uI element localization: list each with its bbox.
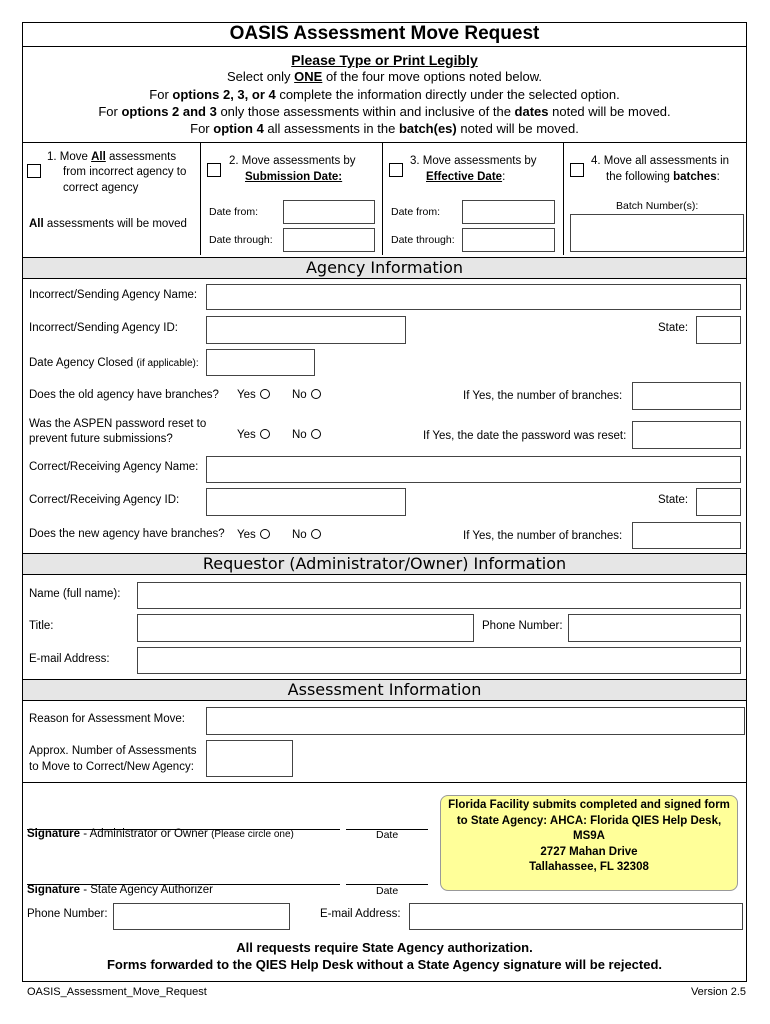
instruction-4: For option 4 all assessments in the batch(es) noted will be moved. [190, 121, 579, 136]
option-4-label: 4. Move all assessments in [591, 155, 730, 167]
date-closed-field[interactable] [206, 349, 315, 376]
reason-field[interactable] [206, 707, 745, 735]
divider [563, 143, 564, 255]
incorrect-id-field[interactable] [206, 316, 406, 344]
opt2-date-from-label: Date from: [209, 206, 259, 218]
new-branches-yes[interactable]: Yes [237, 529, 270, 541]
state-label: State: [658, 322, 689, 334]
florida-line-1: Florida Facility submits completed and signed form [448, 799, 730, 811]
assessment-section-header: Assessment Information [23, 679, 746, 701]
aspen-label-2: prevent future submissions? [29, 433, 173, 445]
option-2-sub: Submission Date: [245, 171, 343, 183]
old-branches-yes[interactable]: Yes [237, 389, 270, 401]
instruction-3: For options 2 and 3 only those assessments within and inclusive of the dates noted will be moved. [98, 104, 671, 119]
sig-email-label: E-mail Address: [320, 908, 401, 920]
divider [200, 143, 201, 255]
instruction-2: For options 2, 3, or 4 complete the information directly under the selected option. [149, 87, 620, 102]
instruction-1: Select only ONE of the four move options noted below. [226, 69, 543, 84]
option-4-sub: the following batches: [606, 171, 720, 183]
req-name-label: Name (full name): [29, 588, 121, 600]
batch-numbers-field[interactable] [570, 214, 744, 252]
florida-line-2: to State Agency: AHCA: Florida QIES Help Desk, [456, 814, 722, 827]
pw-reset-date-field[interactable] [632, 421, 741, 449]
option-1-checkbox[interactable] [27, 164, 41, 178]
admin-date-label: Date [376, 829, 399, 841]
option-2-checkbox[interactable] [207, 163, 221, 177]
option-1-note: All assessments will be moved [29, 218, 187, 230]
req-title-label: Title: [29, 620, 54, 632]
date-closed-label: Date Agency Closed (if applicable): [29, 357, 199, 369]
version-label: Version 2.5 [690, 986, 746, 998]
state-label: State: [658, 494, 689, 506]
req-email-field[interactable] [137, 647, 741, 674]
florida-line-5: Tallahassee, FL 32308 [529, 861, 649, 873]
florida-submission-note [440, 795, 738, 891]
radio-icon[interactable] [311, 389, 321, 399]
radio-icon[interactable] [260, 429, 270, 439]
authorization-note: All requests require State Agency authorization. [236, 940, 533, 955]
divider [23, 782, 746, 783]
requestor-section-header: Requestor (Administrator/Owner) Information [23, 553, 746, 575]
option-1-line2: from incorrect agency to [63, 166, 187, 178]
option-3-checkbox[interactable] [389, 163, 403, 177]
divider [23, 142, 746, 143]
florida-line-3: MS9A [573, 830, 605, 842]
aspen-yes[interactable]: Yes [237, 429, 270, 441]
sig-phone-field[interactable] [113, 903, 290, 930]
opt2-date-through-field[interactable] [283, 228, 375, 252]
new-num-branches-label: If Yes, the number of branches: [463, 530, 623, 542]
aspen-label-1: Was the ASPEN password reset to [29, 418, 207, 430]
opt3-date-from-label: Date from: [391, 206, 441, 218]
batch-numbers-label: Batch Number(s): [616, 200, 699, 212]
approx-label-2: to Move to Correct/New Agency: [29, 761, 194, 773]
incorrect-state-field[interactable] [696, 316, 741, 344]
legibly-note: Please Type or Print Legibly [291, 52, 478, 68]
incorrect-id-label: Incorrect/Sending Agency ID: [29, 322, 178, 334]
sig-email-field[interactable] [409, 903, 743, 930]
florida-line-4: 2727 Mahan Drive [540, 845, 638, 858]
req-title-field[interactable] [137, 614, 474, 642]
option-1-line3: correct agency [63, 182, 139, 194]
opt3-date-through-field[interactable] [462, 228, 555, 252]
new-num-branches-field[interactable] [632, 522, 741, 549]
reason-label: Reason for Assessment Move: [29, 713, 185, 725]
radio-icon[interactable] [260, 389, 270, 399]
pw-reset-date-label: If Yes, the date the password was reset: [423, 430, 627, 442]
rejection-note: Forms forwarded to the QIES Help Desk without a State Agency signature will be rejected. [106, 957, 663, 972]
radio-icon[interactable] [311, 429, 321, 439]
opt2-date-through-label: Date through: [209, 234, 273, 246]
old-branches-label: Does the old agency have branches? [29, 389, 219, 401]
correct-name-field[interactable] [206, 456, 741, 483]
admin-signature-label: Signature - Administrator or Owner (Please circle one) [27, 828, 294, 840]
incorrect-name-label: Incorrect/Sending Agency Name: [29, 289, 198, 301]
req-phone-label: Phone Number: [482, 620, 563, 632]
new-branches-no[interactable]: No [292, 529, 321, 541]
option-1-label: 1. Move All assessments [47, 151, 177, 163]
correct-state-field[interactable] [696, 488, 741, 516]
opt3-date-through-label: Date through: [391, 234, 455, 246]
aspen-no[interactable]: No [292, 429, 321, 441]
old-num-branches-field[interactable] [632, 382, 741, 410]
state-signature-label: Signature - State Agency Authorizer [27, 884, 214, 896]
req-email-label: E-mail Address: [29, 653, 110, 665]
divider [382, 143, 383, 255]
radio-icon[interactable] [260, 529, 270, 539]
req-name-field[interactable] [137, 582, 741, 609]
correct-id-label: Correct/Receiving Agency ID: [29, 494, 180, 506]
approx-number-field[interactable] [206, 740, 293, 777]
correct-name-label: Correct/Receiving Agency Name: [29, 461, 199, 473]
document-name: OASIS_Assessment_Move_Request [27, 986, 207, 998]
approx-label-1: Approx. Number of Assessments [29, 745, 197, 757]
state-date-label: Date [376, 885, 399, 897]
option-3-label: 3. Move assessments by [410, 155, 537, 167]
radio-icon[interactable] [311, 529, 321, 539]
option-3-sub: Effective Date: [426, 171, 506, 183]
opt3-date-from-field[interactable] [462, 200, 555, 224]
form-title: OASIS Assessment Move Request [229, 23, 540, 44]
divider [23, 46, 746, 47]
sig-phone-label: Phone Number: [27, 908, 108, 920]
old-num-branches-label: If Yes, the number of branches: [463, 390, 623, 402]
opt2-date-from-field[interactable] [283, 200, 375, 224]
option-2-label: 2. Move assessments by [229, 155, 356, 167]
old-branches-no[interactable]: No [292, 389, 321, 401]
agency-section-header: Agency Information [23, 257, 746, 279]
correct-id-field[interactable] [206, 488, 406, 516]
new-branches-label: Does the new agency have branches? [29, 528, 225, 540]
req-phone-field[interactable] [568, 614, 741, 642]
incorrect-name-field[interactable] [206, 284, 741, 310]
option-4-checkbox[interactable] [570, 163, 584, 177]
